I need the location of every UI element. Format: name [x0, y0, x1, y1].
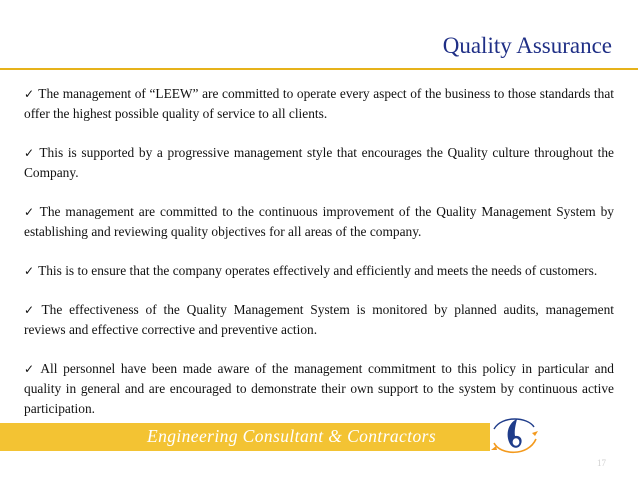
logo-arrow-left	[491, 446, 497, 450]
bullet-item	[24, 202, 614, 242]
checkmark-icon: ✓	[24, 205, 36, 219]
title-divider	[0, 68, 638, 70]
bullet-item	[24, 261, 614, 281]
bullet-item	[24, 84, 614, 124]
page-number: 17	[597, 458, 606, 468]
bullet-item	[24, 359, 614, 419]
bullet-text: The effectiveness of the Quality Management System is monitored by planned audits, management reviews and effective corrective and preventive action.	[24, 302, 614, 337]
checkmark-icon: ✓	[24, 362, 37, 376]
bullet-text: All personnel have been made aware of the management commitment to this policy in particular and quality in general and are encouraged to demonstrate their own support to the system by continuous active participation.	[24, 361, 614, 416]
bullet-list	[24, 84, 614, 438]
logo-eye	[513, 438, 520, 446]
checkmark-icon: ✓	[24, 87, 35, 101]
bullet-item	[24, 143, 614, 183]
bullet-text: This is supported by a progressive management style that encourages the Quality culture throughout the Company.	[24, 145, 614, 180]
company-logo-icon	[488, 413, 540, 457]
checkmark-icon: ✓	[24, 303, 38, 317]
bullet-text: This is to ensure that the company operates effectively and efficiently and meets the needs of customers.	[38, 263, 598, 278]
bullet-item	[24, 300, 614, 340]
bullet-text: The management of “LEEW” are committed to operate every aspect of the business to those standards that offer the highest possible quality of service to all clients.	[24, 86, 614, 121]
slide-title: Quality Assurance	[442, 33, 612, 58]
bullet-text: The management are committed to the continuous improvement of the Quality Management System by establishing and reviewing quality objectives for all areas of the company.	[24, 204, 614, 239]
footer-tagline: Engineering Consultant & Contractors	[147, 426, 437, 446]
logo-arrow-right	[532, 431, 538, 436]
checkmark-icon: ✓	[24, 146, 36, 160]
checkmark-icon: ✓	[24, 264, 35, 278]
